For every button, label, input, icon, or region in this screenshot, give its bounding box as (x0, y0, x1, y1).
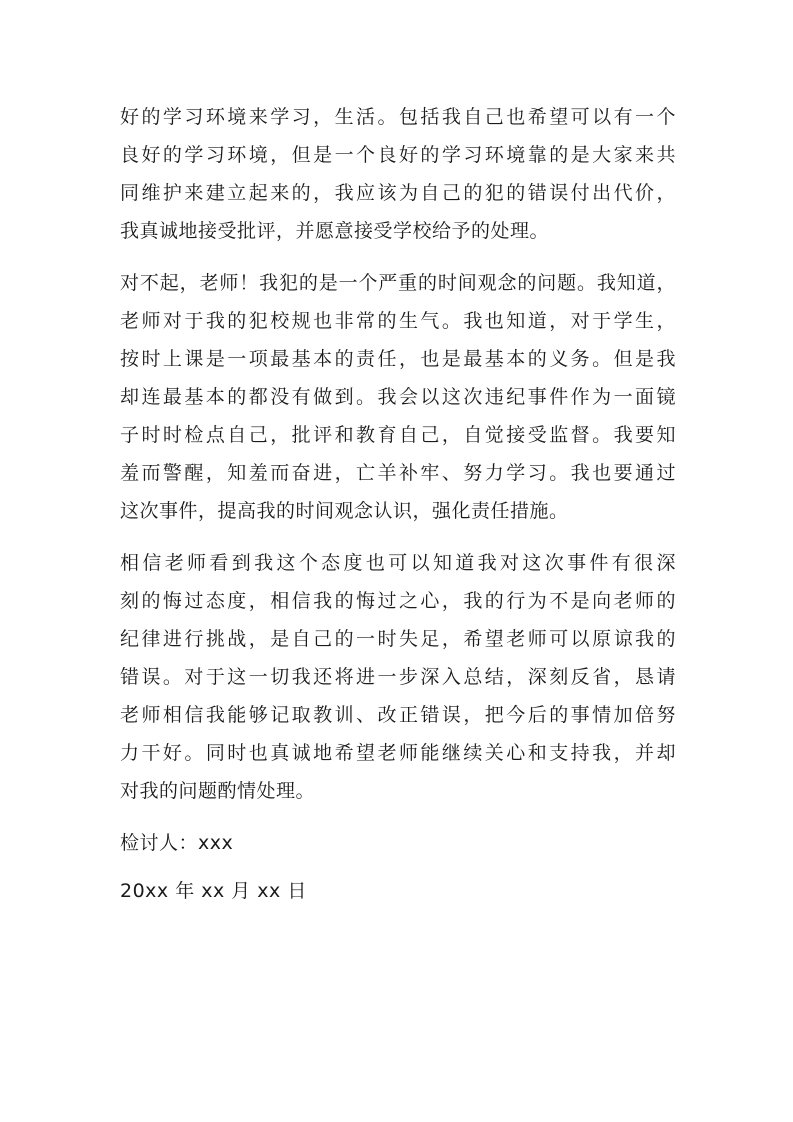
text-line: 这次事件，提高我的时间观念认识，强化责任措施。 (120, 500, 569, 522)
text-line: 却连最基本的都没有做到。我会以这次违纪事件作为一面镜 (120, 386, 676, 408)
text-line: 对不起，老师！我犯的是一个严重的时间观念的问题。我知道， (120, 272, 676, 294)
text-line: 对我的问题酌情处理。 (120, 780, 316, 802)
text-line: 良好的学习环境，但是一个良好的学习环境靠的是大家来共 (120, 144, 676, 166)
text-line: 子时时检点自己，批评和教育自己，自觉接受监督。我要知 (120, 424, 676, 446)
text-line: 好的学习环境来学习，生活。包括我自己也希望可以有一个 (120, 106, 676, 128)
paragraph-1 (120, 98, 676, 250)
paragraph-3 (120, 544, 676, 810)
date-block (120, 872, 676, 910)
text-line: 老师对于我的犯校规也非常的生气。我也知道，对于学生， (120, 310, 676, 332)
text-line: 刻的悔过态度，相信我的悔过之心，我的行为不是向老师的 (120, 590, 676, 612)
text-line: 按时上课是一项最基本的责任，也是最基本的义务。但是我 (120, 348, 676, 370)
text-line: 相信老师看到我这个态度也可以知道我对这次事件有很深 (120, 552, 676, 574)
signature-block (120, 824, 676, 862)
text-line: 老师相信我能够记取教训、改正错误，把今后的事情加倍努 (120, 704, 676, 726)
signature-date: 20xx 年 xx 月 xx 日 (120, 880, 307, 902)
text-line: 我真诚地接受批评，并愿意接受学校给予的处理。 (120, 220, 550, 242)
text-line: 力干好。同时也真诚地希望老师能继续关心和支持我，并却 (120, 742, 676, 764)
signer-label: 检讨人：xxx (120, 832, 234, 854)
document-body (120, 98, 676, 920)
text-line: 同维护来建立起来的，我应该为自己的犯的错误付出代价， (120, 182, 676, 204)
paragraph-2 (120, 264, 676, 530)
text-line: 错误。对于这一切我还将进一步深入总结，深刻反省，恳请 (120, 666, 676, 688)
text-line: 纪律进行挑战，是自己的一时失足，希望老师可以原谅我的 (120, 628, 676, 650)
text-line: 羞而警醒，知羞而奋进，亡羊补牢、努力学习。我也要通过 (120, 462, 676, 484)
